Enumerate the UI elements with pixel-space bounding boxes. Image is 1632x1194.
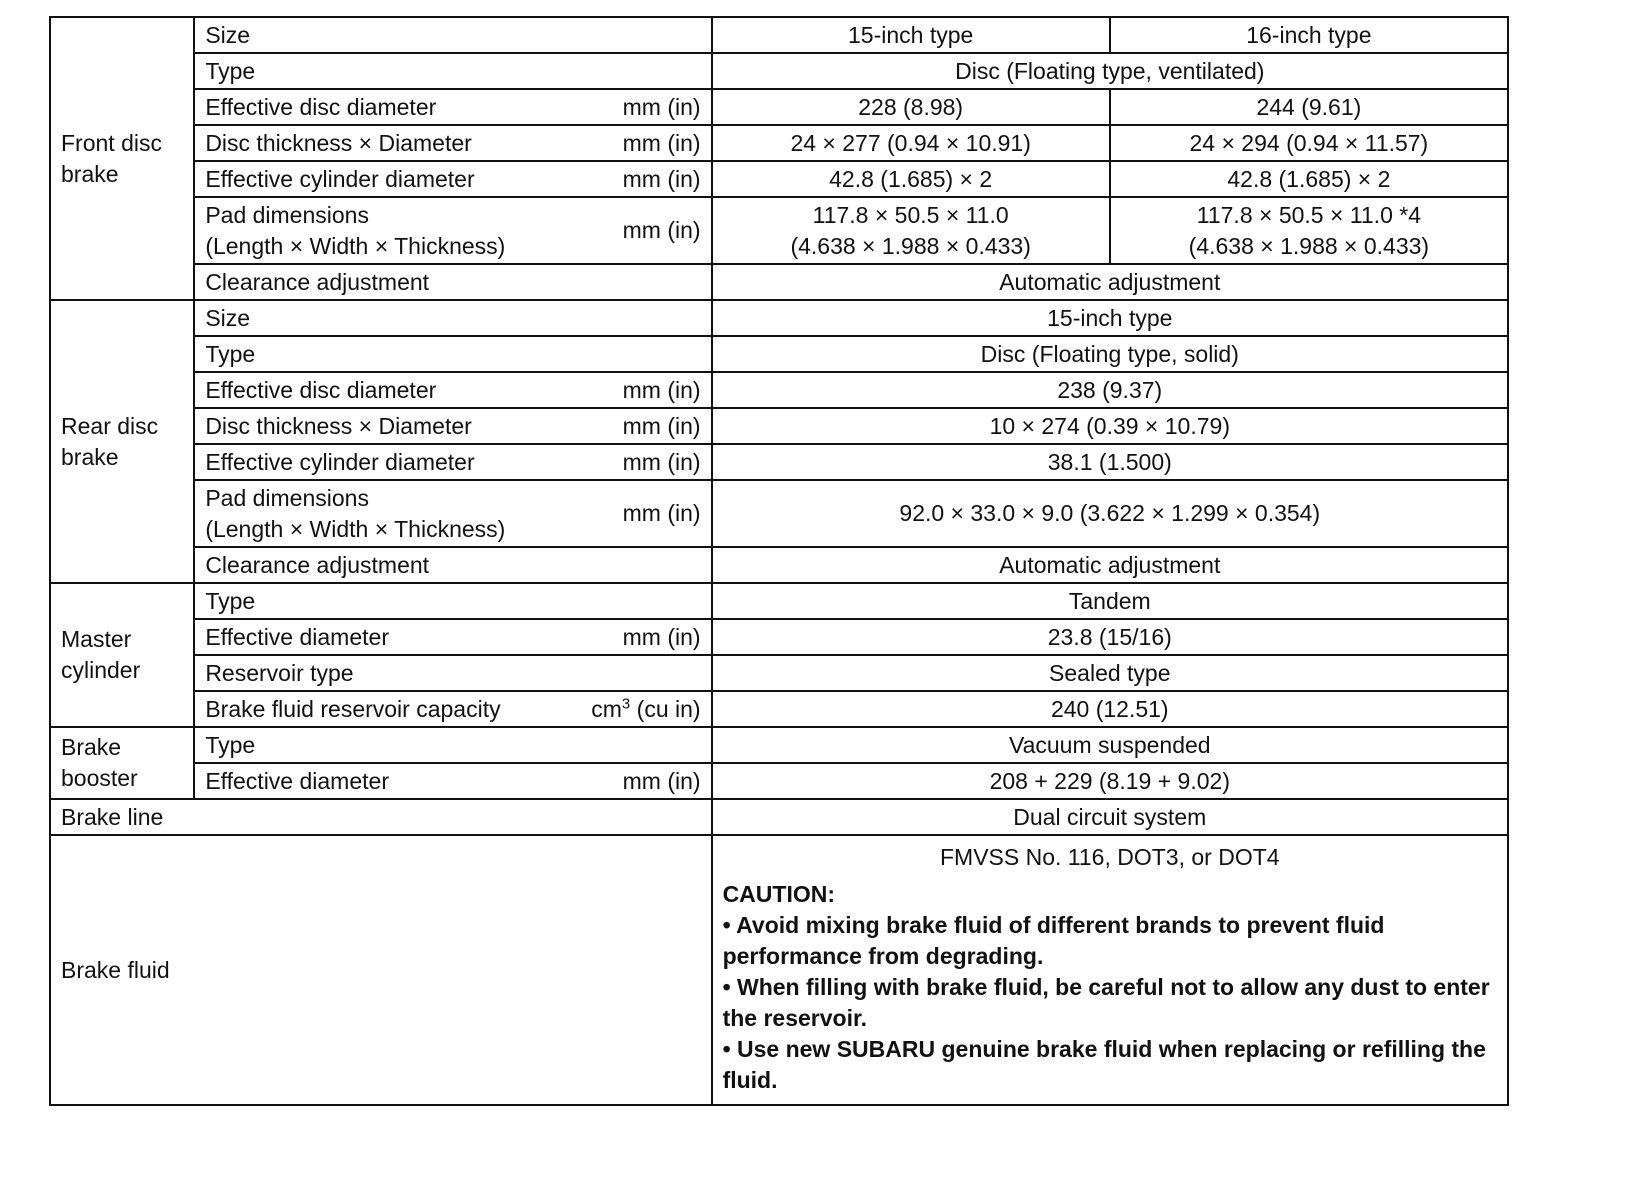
value-cell-15: 24 × 277 (0.94 × 10.91) (712, 125, 1110, 161)
item-cell (194, 197, 711, 264)
value-line: 117.8 × 50.5 × 11.0 (812, 201, 1009, 228)
unit-label (583, 694, 700, 725)
front-disc-brake-group-label (50, 17, 194, 300)
group-label-line: Rear disc (61, 412, 159, 439)
item-label: Type (205, 731, 256, 758)
rear-type-row (50, 336, 1508, 372)
group-label-line: Master (61, 626, 132, 652)
unit-label: mm (in) (622, 376, 701, 403)
brake-booster-group-label (50, 727, 194, 799)
unit-label: mm (in) (622, 448, 701, 475)
master-reservoir-type-row (50, 655, 1508, 691)
front-effective-cylinder-row (50, 161, 1508, 197)
value-cell: Sealed type (712, 655, 1508, 691)
item-label: Effective disc diameter (205, 93, 437, 120)
unit-label: mm (in) (622, 93, 701, 120)
item-cell (194, 547, 711, 583)
item-label: Type (205, 340, 256, 367)
value-line: 117.8 × 50.5 × 11.0 *4 (1196, 201, 1421, 228)
item-cell (194, 444, 711, 480)
item-cell (194, 53, 711, 89)
item-cell (194, 691, 711, 727)
rear-size-row (50, 300, 1508, 336)
front-size-row (50, 17, 1508, 53)
item-cell (194, 583, 711, 619)
item-label: Size (205, 21, 251, 48)
item-cell (194, 264, 711, 300)
value-cell-16: 244 (9.61) (1110, 89, 1508, 125)
unit-base: cm (591, 695, 622, 722)
rear-disc-brake-group-label (50, 300, 194, 583)
item-cell (194, 727, 711, 763)
item-cell (194, 372, 711, 408)
value-cell-16: 16-inch type (1110, 17, 1508, 53)
item-label: Effective cylinder diameter (205, 448, 475, 475)
group-label-line: booster (61, 765, 138, 791)
value-cell: Automatic adjustment (712, 547, 1508, 583)
item-cell (194, 300, 711, 336)
value-cell-16: 24 × 294 (0.94 × 11.57) (1110, 125, 1508, 161)
caution-block (723, 873, 1497, 1104)
value-cell: 10 × 274 (0.39 × 10.79) (712, 408, 1508, 444)
item-label: Effective disc diameter (205, 376, 437, 403)
unit-label: mm (in) (622, 767, 701, 794)
item-label: Type (205, 57, 256, 84)
rear-disc-thickness-row (50, 408, 1508, 444)
master-cylinder-group-label (50, 583, 194, 727)
front-type-row (50, 53, 1508, 89)
value-cell: 238 (9.37) (712, 372, 1508, 408)
item-cell (194, 655, 711, 691)
item-label: Type (205, 587, 256, 614)
value-cell: Automatic adjustment (712, 264, 1508, 300)
brake-line-label: Brake line (50, 799, 712, 835)
value-line: (4.638 × 1.988 × 0.433) (1188, 232, 1430, 259)
brake-line-row (50, 799, 1508, 835)
value-cell: 15-inch type (712, 300, 1508, 336)
caution-item: • Use new SUBARU genuine brake fluid when replacing or refilling the fluid. (722, 1036, 1486, 1093)
item-label: Effective diameter (205, 767, 389, 794)
value-cell: Tandem (712, 583, 1508, 619)
item-cell (194, 161, 711, 197)
item-label: Disc thickness × Diameter (205, 129, 472, 156)
value-cell: 38.1 (1.500) (712, 444, 1508, 480)
unit-label: mm (in) (622, 623, 701, 650)
unit-superscript: 3 (621, 694, 631, 712)
rear-clearance-row (50, 547, 1508, 583)
brake-fluid-value-cell (712, 835, 1508, 1105)
item-cell (194, 125, 711, 161)
unit-label: mm (in) (622, 412, 701, 439)
value-cell-15: 228 (8.98) (712, 89, 1110, 125)
value-cell-15: 42.8 (1.685) × 2 (712, 161, 1110, 197)
booster-type-row (50, 727, 1508, 763)
item-label: Disc thickness × Diameter (205, 412, 472, 439)
item-label-line: (Length × Width × Thickness) (205, 232, 506, 259)
master-reservoir-capacity-row (50, 691, 1508, 727)
item-cell (194, 619, 711, 655)
front-effective-disc-row (50, 89, 1508, 125)
item-cell (194, 336, 711, 372)
value-cell: Vacuum suspended (712, 727, 1508, 763)
value-cell: 240 (12.51) (712, 691, 1508, 727)
group-label-line: brake (61, 160, 119, 187)
item-label-line: (Length × Width × Thickness) (205, 515, 506, 542)
brake-specification-table (49, 16, 1509, 1106)
brake-fluid-standard: FMVSS No. 116, DOT3, or DOT4 (940, 844, 1280, 870)
caution-item: • When filling with brake fluid, be careful not to allow any dust to enter the reservoir. (722, 974, 1490, 1031)
item-cell (194, 89, 711, 125)
item-cell (194, 763, 711, 799)
item-cell (194, 480, 711, 547)
rear-pad-dimensions-row (50, 480, 1508, 547)
front-pad-dimensions-row (50, 197, 1508, 264)
item-cell (194, 17, 711, 53)
item-label: Clearance adjustment (205, 551, 430, 578)
item-label-line: Pad dimensions (205, 201, 369, 228)
brake-fluid-label: Brake fluid (50, 835, 712, 1105)
value-cell: Disc (Floating type, solid) (712, 336, 1508, 372)
group-label-line: brake (61, 443, 119, 470)
group-label-line: cylinder (61, 657, 141, 683)
brake-fluid-row (50, 835, 1508, 1105)
item-label: Effective diameter (205, 623, 389, 650)
value-cell: Dual circuit system (712, 799, 1508, 835)
item-label: Size (205, 304, 251, 331)
item-label-line: Pad dimensions (205, 484, 369, 511)
group-label-line: Brake (61, 734, 122, 760)
unit-label: mm (in) (622, 217, 701, 243)
group-label-line: Front disc (61, 129, 162, 156)
item-label (205, 483, 505, 545)
value-cell: 208 + 229 (8.19 + 9.02) (712, 763, 1508, 799)
unit-rest: (cu in) (630, 695, 701, 722)
front-disc-thickness-row (50, 125, 1508, 161)
rear-effective-disc-row (50, 372, 1508, 408)
value-cell-16 (1110, 197, 1508, 264)
unit-label: mm (in) (622, 500, 701, 526)
item-label: Brake fluid reservoir capacity (205, 695, 501, 722)
value-cell-15: 15-inch type (712, 17, 1110, 53)
caution-item: • Avoid mixing brake fluid of different brands to prevent fluid performance from degrading. (722, 912, 1385, 969)
value-cell: 23.8 (15/16) (712, 619, 1508, 655)
item-label: Effective cylinder diameter (205, 165, 475, 192)
value-cell-16: 42.8 (1.685) × 2 (1110, 161, 1508, 197)
unit-label: mm (in) (622, 165, 701, 192)
item-label (205, 200, 505, 262)
value-cell: 92.0 × 33.0 × 9.0 (3.622 × 1.299 × 0.354) (712, 480, 1508, 547)
item-label: Clearance adjustment (205, 268, 430, 295)
value-cell-15 (712, 197, 1110, 264)
caution-title: CAUTION: (722, 881, 835, 907)
item-cell (194, 408, 711, 444)
value-cell: Disc (Floating type, ventilated) (712, 53, 1508, 89)
item-label: Reservoir type (205, 659, 354, 686)
value-line: (4.638 × 1.988 × 0.433) (790, 232, 1031, 259)
unit-label: mm (in) (622, 129, 701, 156)
master-effective-diameter-row (50, 619, 1508, 655)
booster-effective-diameter-row (50, 763, 1508, 799)
master-type-row (50, 583, 1508, 619)
rear-effective-cylinder-row (50, 444, 1508, 480)
front-clearance-row (50, 264, 1508, 300)
